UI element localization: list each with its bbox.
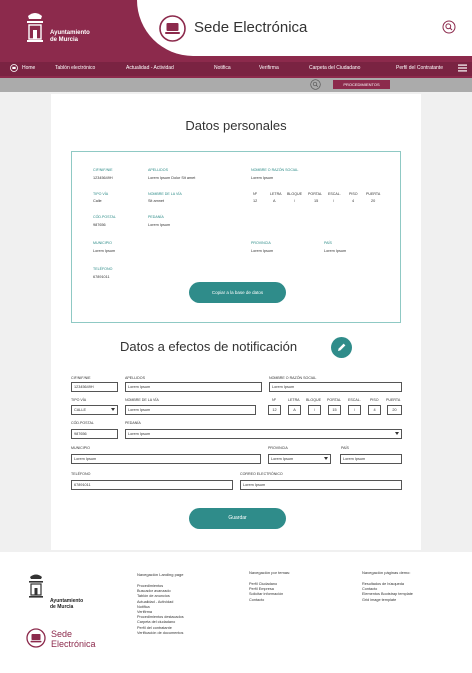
personal-cif-value: 12345649H [93, 176, 113, 180]
notif-cif-label: CIF/NIF/NIE [71, 376, 91, 380]
personal-nombrevia-label: NOMBRE DE LA VÍA [148, 192, 182, 196]
notif-apellidos-input[interactable]: Lorem Ipsum [125, 382, 262, 392]
personal-tipovia-label: TIPO VÍA [93, 192, 109, 196]
personal-pais-value: Lorem Ipsum [324, 249, 347, 253]
crown-crest-icon [24, 10, 46, 50]
personal-telefono-label: TELÉFONO [93, 267, 113, 271]
notif-provincia-label: PROVINCIA [268, 446, 288, 450]
footer-col1-list [137, 584, 184, 636]
personal-pedania-label: PEDANÍA [148, 215, 164, 219]
notif-pais-input[interactable]: Lorem Ipsum [340, 454, 402, 464]
sede-title: Sede Electrónica [194, 19, 308, 36]
personal-num-value: 12 [253, 199, 258, 203]
search-icon[interactable] [310, 79, 321, 90]
notif-tipovia-label: TIPO VÍA [71, 398, 87, 402]
sede-laptop-icon[interactable] [159, 15, 186, 42]
notif-letra-label: LETRA [288, 398, 300, 402]
personal-piso-label: PISO [349, 192, 358, 196]
ayuntamiento-line1: Ayuntamiento [50, 30, 90, 36]
footer-ayuntamiento-logo[interactable] [50, 598, 83, 610]
nav-verifirma[interactable]: Verifirma [259, 65, 279, 71]
personal-bloque-label: BLOQUE [287, 192, 302, 196]
personal-portal-label: PORTAL [308, 192, 323, 196]
notification-title: Datos a efectos de notificación [120, 339, 298, 354]
personal-nombre-label: NOMBRE O RAZÓN SOCIAL [251, 168, 299, 172]
notif-pedania-select[interactable] [125, 429, 402, 439]
personal-portal-value: 15 [314, 199, 319, 203]
footer-link[interactable]: Elementos Bootstrap template [362, 592, 413, 597]
personal-apellidos-value: Lorem Ipsum Dolor Sit amet [148, 176, 196, 180]
notif-escal-label: ESCAL. [348, 398, 361, 402]
chevron-down-icon [395, 432, 399, 435]
notif-bloque-input[interactable]: / [308, 405, 321, 415]
copy-to-database-button[interactable]: Copiar a la base de datos [189, 282, 286, 303]
notif-provincia-select[interactable] [268, 454, 331, 464]
personal-apellidos-label: APELLIDOS [148, 168, 168, 172]
notif-piso-input[interactable]: 4 [368, 405, 381, 415]
notif-nombre-label: NOMBRE O RAZÓN SOCIAL [269, 376, 317, 380]
notif-num-label: Nº [272, 398, 276, 402]
personal-telefono-value: 67891011 [93, 275, 110, 279]
footer-col2-title: Navegación por temas: [249, 570, 291, 575]
personal-title: Datos personales [185, 118, 287, 133]
personal-provincia-value: Lorem Ipsum [251, 249, 274, 253]
footer-link[interactable]: Perfil Empresa [249, 587, 274, 592]
search-icon[interactable] [442, 20, 456, 34]
footer-ayuntamiento-line1: Ayuntamiento [50, 598, 84, 604]
footer-col2-list [249, 582, 283, 603]
footer-link[interactable]: Procedimientos [137, 584, 164, 588]
notif-pedania-value: Lorem Ipsum [128, 432, 151, 436]
pencil-icon [331, 337, 352, 358]
notif-puerta-input[interactable]: 20 [387, 405, 402, 415]
personal-escal-value: / [333, 199, 335, 203]
nav-home[interactable]: Home [22, 65, 36, 71]
ayuntamiento-logo-text[interactable] [50, 30, 110, 44]
notif-cif-input[interactable]: 12345649H [71, 382, 118, 392]
nav-notifica[interactable]: Notifica [214, 65, 231, 71]
edit-button[interactable] [331, 337, 352, 358]
notif-telefono-input[interactable]: 67891011 [71, 480, 233, 490]
footer-col1-title: Navegación Landing page [137, 572, 184, 577]
footer-link[interactable]: Perfil Ciudadano [249, 582, 278, 586]
personal-nombre-value: Lorem Ipsum [251, 176, 274, 180]
footer-link[interactable]: Carpeta del ciudadano [137, 620, 176, 625]
personal-letra-value: A [273, 199, 276, 203]
home-icon[interactable] [10, 64, 18, 72]
notif-portal-input[interactable]: 15 [328, 405, 341, 415]
notif-apellidos-label: APELLIDOS [125, 376, 145, 380]
personal-nombrevia-value: Sit amnet [148, 199, 165, 203]
personal-letra-label: LETRA [270, 192, 282, 196]
notif-tipovia-value: CALLE [74, 408, 87, 412]
personal-cp-label: CÓD.POSTAL [93, 215, 116, 219]
footer-link[interactable]: Notifica [137, 604, 150, 609]
crown-crest-icon [27, 572, 45, 604]
footer-link[interactable]: Contacto [249, 597, 265, 602]
notif-provincia-value: Lorem Ipsum [271, 457, 294, 461]
personal-municipio-value: Lorem Ipsum [93, 249, 116, 253]
notif-puerta-label: PUERTA [386, 398, 401, 402]
footer-link[interactable]: Perfil del contratante [137, 625, 172, 630]
notif-num-input[interactable]: 12 [268, 405, 281, 415]
notif-nombre-input[interactable]: Lorem Ipsum [269, 382, 402, 392]
notif-municipio-label: MUNICIPIO [71, 446, 90, 450]
nav-perfil-contratante[interactable]: Perfil del Contratante [396, 65, 443, 71]
personal-escal-label: ESCAL. [328, 192, 341, 196]
notif-pais-label: PAÍS [341, 446, 349, 450]
notif-portal-label: PORTAL [327, 398, 342, 402]
notif-nombrevia-input[interactable]: Lorem Ipsum [125, 405, 256, 415]
personal-num-label: Nº [253, 192, 257, 196]
nav-carpeta[interactable]: Carpeta del Ciudadano [309, 65, 361, 71]
chevron-down-icon [324, 457, 328, 460]
chevron-down-icon [111, 408, 115, 411]
hamburger-menu-icon[interactable] [458, 64, 467, 72]
footer-link[interactable]: Tablón de anuncios [137, 594, 170, 599]
nav-tablon[interactable]: Tablón electrónico [55, 65, 96, 71]
notif-cp-input[interactable]: 987656 [71, 429, 118, 439]
notif-correo-label: CORREO ELECTRÓNICO [240, 472, 283, 476]
personal-bloque-value: / [294, 199, 296, 203]
notif-nombrevia-label: NOMBRE DE LA VÍA [125, 398, 159, 402]
personal-provincia-label: PROVINCIA [251, 241, 271, 245]
footer-link[interactable]: Procedimientos destacados [137, 615, 184, 620]
notif-municipio-input[interactable]: Lorem Ipsum [71, 454, 261, 464]
sede-laptop-icon[interactable] [26, 628, 46, 648]
footer-sede-line1: Sede [51, 629, 73, 639]
footer-sede-logo-text[interactable] [51, 629, 96, 649]
footer-link[interactable]: Actualidad - Actividad [137, 599, 174, 604]
notif-pedania-label: PEDANÍA [125, 421, 141, 425]
footer-link[interactable]: Verifirma [137, 610, 152, 615]
footer-link[interactable]: Resultados de búsqueda [362, 582, 405, 586]
notif-telefono-label: TELÉFONO [71, 472, 91, 476]
footer-col3-title: Navegación páginas demo: [362, 570, 411, 575]
notif-escal-input[interactable]: / [348, 405, 361, 415]
personal-municipio-label: MUNICIPIO [93, 241, 112, 245]
nav-actualidad[interactable]: Actualidad - Actividad [126, 65, 174, 71]
personal-cif-label: CIF/NIF/NIE [93, 168, 113, 172]
notif-tipovia-select[interactable] [71, 405, 118, 415]
personal-cp-value: 987656 [93, 223, 106, 227]
procedimientos-button[interactable]: PROCEDIMIENTOS [333, 80, 390, 89]
footer-link[interactable]: Grid image template [362, 597, 397, 602]
notif-cp-label: CÓD.POSTAL [71, 421, 94, 425]
notif-letra-input[interactable]: A [288, 405, 301, 415]
notif-piso-label: PISO [370, 398, 379, 402]
notif-correo-input[interactable]: Lorem Ipsum [240, 480, 402, 490]
footer-col3-list [362, 582, 413, 603]
notif-bloque-label: BLOQUE [306, 398, 321, 402]
personal-puerta-value: 20 [371, 199, 376, 203]
sub-bar [0, 78, 472, 92]
footer-sede-line2: Electrónica [51, 639, 96, 649]
personal-puerta-label: PUERTA [366, 192, 381, 196]
personal-pais-label: PAÍS [324, 241, 332, 245]
personal-pedania-value: Lorem Ipsum [148, 223, 171, 227]
personal-piso-value: 4 [352, 199, 355, 203]
footer-link[interactable]: Buscador avanzado [137, 589, 171, 594]
footer-ayuntamiento-line2: de Murcia [50, 604, 74, 610]
footer-link[interactable]: Contacto [362, 587, 378, 592]
personal-tipovia-value: Calle [93, 199, 102, 203]
footer-link[interactable]: Solicitar información [249, 592, 284, 597]
footer-link[interactable]: Verificación de documentos [137, 630, 184, 635]
ayuntamiento-line2: de Murcia [50, 37, 79, 43]
save-button[interactable]: Guardar [189, 508, 286, 529]
